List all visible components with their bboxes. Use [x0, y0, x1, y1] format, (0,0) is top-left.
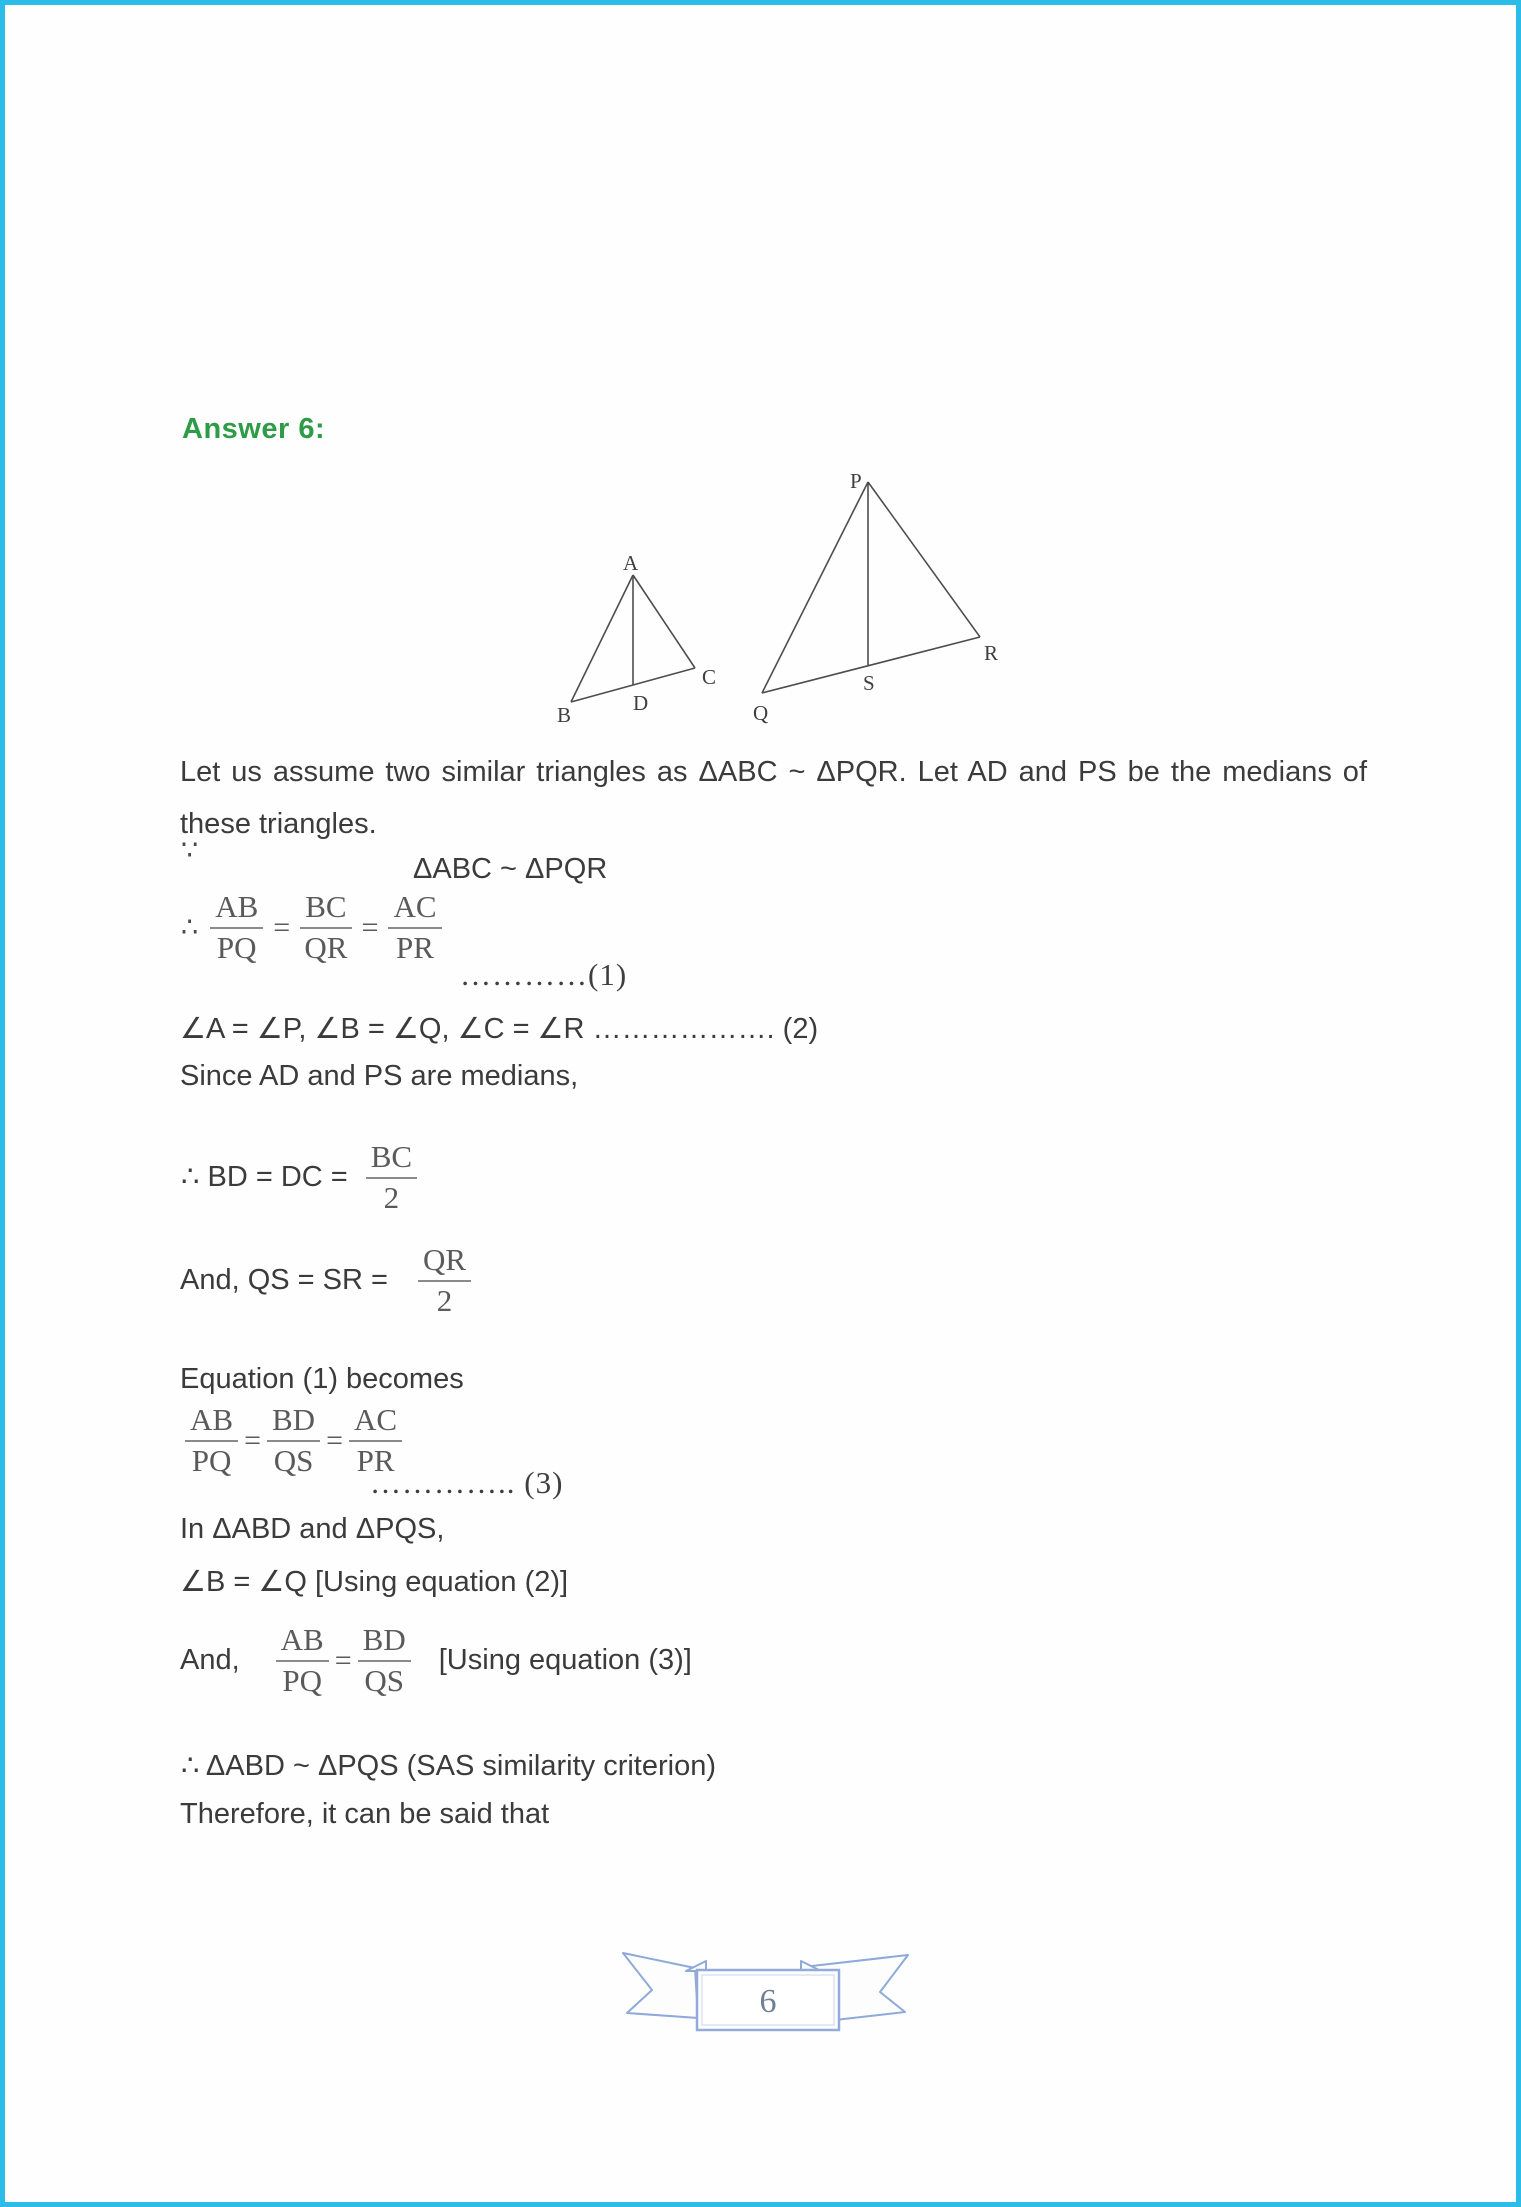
fraction-ac-pr: $\frac{AC}{PR}$ — [349, 1403, 402, 1478]
paragraph-line-1: Let us assume two similar triangles as ΔABC ~ ΔPQR. Let AD and PS be the medians of — [180, 756, 1367, 788]
equals-sign: = — [244, 1423, 261, 1457]
qs-sr-equation: And, QS = SR = $\frac{QR}{2}$ — [180, 1243, 471, 1318]
triangle-pqr — [753, 469, 998, 725]
vertex-label-c: C — [702, 665, 717, 689]
equation-1-dots: …………(1) — [460, 957, 628, 992]
similar-triangles-figure — [535, 455, 1015, 740]
equation-becomes-line: Equation (1) becomes — [180, 1363, 464, 1395]
fraction-ab-pq: $\frac{AB}{PQ}$ — [185, 1403, 238, 1478]
vertex-label-q: Q — [753, 701, 769, 725]
equation-1 — [181, 890, 442, 965]
page-number-ribbon — [621, 1949, 911, 2035]
equation-3-dots: ………….. (3) — [370, 1465, 564, 1500]
bd-dc-equation: ∴ BD = DC = $\frac{BC}{2}$ — [181, 1140, 417, 1215]
sas-conclusion-line: ∴ ΔABD ~ ΔPQS (SAS similarity criterion) — [181, 1750, 716, 1782]
page-number: 6 — [759, 1983, 777, 2020]
vertex-label-a: A — [623, 551, 639, 575]
fraction-bd-qs: $\frac{BD}{QS}$ — [358, 1623, 411, 1698]
using-equation-note: [Using equation (3)] — [438, 1644, 692, 1677]
triangle-abc — [557, 551, 716, 727]
vertex-label-s: S — [863, 671, 875, 695]
angles-equality-line: ∠A = ∠P, ∠B = ∠Q, ∠C = ∠R ………………. (2) — [180, 1013, 819, 1045]
vertex-label-b: B — [557, 703, 572, 727]
therefore-line: Therefore, it can be said that — [180, 1798, 550, 1830]
equals-sign: = — [273, 910, 291, 944]
in-triangles-line: In ΔABD and ΔPQS, — [180, 1513, 445, 1545]
equals-sign: = — [326, 1423, 343, 1457]
equals-sign: = — [361, 910, 379, 944]
answer-heading: Answer 6: — [182, 413, 326, 445]
since-medians-line: Since AD and PS are medians, — [180, 1060, 579, 1092]
therefore-symbol: ∴ — [181, 912, 199, 943]
paragraph-line-2: these triangles. — [180, 808, 377, 840]
equals-sign: = — [334, 1643, 352, 1677]
similarity-statement: ΔABC ~ ΔPQR — [413, 853, 608, 885]
fraction-qr-2: $\frac{QR}{2}$ — [418, 1243, 471, 1318]
vertex-label-p: P — [850, 469, 862, 493]
fraction-bd-qs: $\frac{BD}{QS}$ — [267, 1403, 320, 1478]
fraction-bc-qr: $\frac{BC}{QR}$ — [300, 890, 351, 965]
vertex-label-d: D — [633, 691, 649, 715]
angle-b-q-line: ∠B = ∠Q [Using equation (2)] — [180, 1566, 569, 1598]
fraction-bc-2: $\frac{BC}{2}$ — [366, 1140, 417, 1215]
fraction-ab-pq: $\frac{AB}{PQ}$ — [276, 1623, 329, 1698]
and-ratio-line: And, $\frac{AB}{PQ}$ = $\frac{BD}{QS}$ [Using equation (3)] — [180, 1622, 692, 1698]
because-symbol: ∵ — [181, 835, 199, 865]
ribbon-left-tail — [623, 1953, 698, 2018]
vertex-label-r: R — [984, 641, 999, 665]
fraction-ab-pq: $\frac{AB}{PQ}$ — [210, 890, 263, 965]
fraction-ac-pr: $\frac{AC}{PR}$ — [388, 890, 441, 965]
